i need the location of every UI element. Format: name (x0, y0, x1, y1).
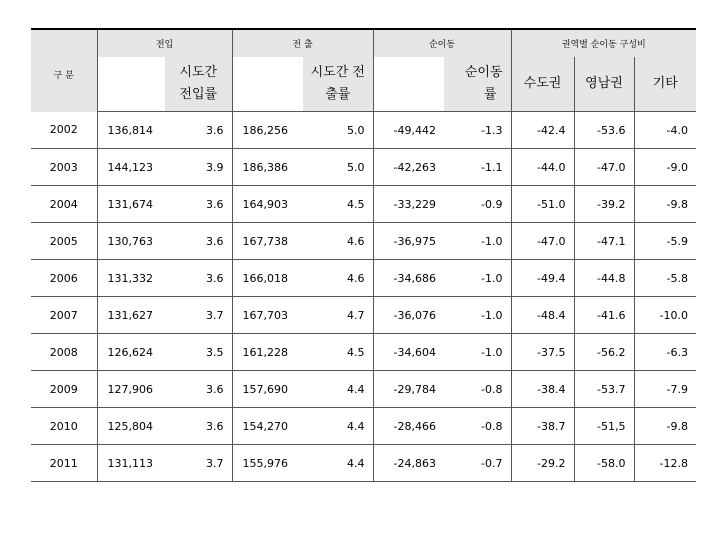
header-out-rate-line1: 시도간 전 (310, 65, 365, 80)
cell-net-rate: -1.3 (444, 112, 511, 149)
cell-other: -6.3 (634, 334, 696, 371)
cell-yeongnam: -58.0 (574, 445, 634, 482)
cell-capital: -38.7 (511, 408, 574, 445)
cell-in-rate: 3.6 (165, 260, 232, 297)
cell-out: 167,738 (232, 223, 303, 260)
cell-net: -29,784 (373, 371, 444, 408)
header-gubun: 구 분 (31, 29, 97, 112)
cell-other: -9.8 (634, 186, 696, 223)
cell-other: -5.9 (634, 223, 696, 260)
header-in-group: 전입 (97, 29, 232, 57)
cell-in-rate: 3.6 (165, 223, 232, 260)
cell-in-rate: 3.5 (165, 334, 232, 371)
cell-in-rate: 3.9 (165, 149, 232, 186)
cell-out-rate: 5.0 (303, 112, 373, 149)
cell-net-rate: -1.1 (444, 149, 511, 186)
table-row (31, 371, 696, 408)
cell-year: 2007 (31, 297, 97, 334)
cell-net: -33,229 (373, 186, 444, 223)
cell-year: 2004 (31, 186, 97, 223)
cell-out-rate: 4.6 (303, 223, 373, 260)
cell-yeongnam: -53.7 (574, 371, 634, 408)
cell-in: 130,763 (97, 223, 165, 260)
cell-net: -34,686 (373, 260, 444, 297)
cell-yeongnam: -56.2 (574, 334, 634, 371)
cell-year: 2010 (31, 408, 97, 445)
table-row (31, 186, 696, 223)
cell-out-rate: 4.7 (303, 297, 373, 334)
cell-out-rate: 5.0 (303, 149, 373, 186)
cell-net-rate: -0.8 (444, 408, 511, 445)
cell-yeongnam: -47.1 (574, 223, 634, 260)
cell-year: 2002 (31, 112, 97, 149)
cell-year: 2005 (31, 223, 97, 260)
header-out-rate (303, 57, 373, 112)
header-net-rate-line2: 률 (483, 87, 497, 102)
cell-year: 2003 (31, 149, 97, 186)
cell-out: 157,690 (232, 371, 303, 408)
cell-out: 166,018 (232, 260, 303, 297)
cell-out: 154,270 (232, 408, 303, 445)
cell-other: -4.0 (634, 112, 696, 149)
header-capital: 수도권 (511, 57, 574, 112)
header-other: 기타 (634, 57, 696, 112)
header-net-count (373, 57, 444, 112)
cell-in-rate: 3.6 (165, 112, 232, 149)
header-out-count (232, 57, 303, 112)
migration-table (31, 28, 696, 482)
cell-net-rate: -0.8 (444, 371, 511, 408)
cell-yeongnam: -39.2 (574, 186, 634, 223)
header-in-count (97, 57, 165, 112)
header-in-rate-line1: 시도간 (179, 65, 218, 80)
cell-capital: -37.5 (511, 334, 574, 371)
cell-out: 167,703 (232, 297, 303, 334)
cell-capital: -29.2 (511, 445, 574, 482)
header-net-rate-line1: 순이동 (464, 65, 503, 80)
header-out-rate-line2: 출률 (325, 87, 351, 102)
cell-year: 2009 (31, 371, 97, 408)
cell-out: 161,228 (232, 334, 303, 371)
cell-out-rate: 4.4 (303, 445, 373, 482)
cell-yeongnam: -53.6 (574, 112, 634, 149)
cell-capital: -48.4 (511, 297, 574, 334)
table-row (31, 445, 696, 482)
cell-net-rate: -0.9 (444, 186, 511, 223)
cell-other: -9.8 (634, 408, 696, 445)
cell-net: -36,975 (373, 223, 444, 260)
cell-other: -5.8 (634, 260, 696, 297)
cell-out-rate: 4.4 (303, 371, 373, 408)
cell-in: 131,332 (97, 260, 165, 297)
table-row (31, 223, 696, 260)
table-row (31, 112, 696, 149)
cell-net: -28,466 (373, 408, 444, 445)
cell-in-rate: 3.7 (165, 297, 232, 334)
cell-net: -49,442 (373, 112, 444, 149)
cell-net: -34,604 (373, 334, 444, 371)
cell-other: -12.8 (634, 445, 696, 482)
cell-in: 125,804 (97, 408, 165, 445)
header-in-rate-line2: 전입률 (179, 87, 218, 102)
cell-capital: -47.0 (511, 223, 574, 260)
cell-net: -36,076 (373, 297, 444, 334)
cell-other: -9.0 (634, 149, 696, 186)
cell-in-rate: 3.6 (165, 371, 232, 408)
header-in-rate (165, 57, 232, 112)
cell-net: -24,863 (373, 445, 444, 482)
cell-out: 155,976 (232, 445, 303, 482)
header-row-bottom (31, 57, 696, 112)
cell-yeongnam: -51,5 (574, 408, 634, 445)
cell-other: -10.0 (634, 297, 696, 334)
cell-net: -42,263 (373, 149, 444, 186)
cell-net-rate: -1.0 (444, 223, 511, 260)
cell-in: 131,627 (97, 297, 165, 334)
header-net-group: 순이동 (373, 29, 511, 57)
header-net-rate (444, 57, 511, 112)
cell-in: 144,123 (97, 149, 165, 186)
cell-capital: -42.4 (511, 112, 574, 149)
cell-net-rate: -1.0 (444, 260, 511, 297)
cell-capital: -44.0 (511, 149, 574, 186)
cell-in: 131,674 (97, 186, 165, 223)
cell-year: 2006 (31, 260, 97, 297)
cell-out-rate: 4.5 (303, 334, 373, 371)
cell-in-rate: 3.7 (165, 445, 232, 482)
table-row (31, 260, 696, 297)
cell-in-rate: 3.6 (165, 408, 232, 445)
cell-net-rate: -0.7 (444, 445, 511, 482)
cell-capital: -38.4 (511, 371, 574, 408)
cell-in-rate: 3.6 (165, 186, 232, 223)
table-row (31, 334, 696, 371)
cell-yeongnam: -44.8 (574, 260, 634, 297)
cell-net-rate: -1.0 (444, 334, 511, 371)
cell-in: 127,906 (97, 371, 165, 408)
header-row-top (31, 29, 696, 57)
cell-out: 186,386 (232, 149, 303, 186)
cell-other: -7.9 (634, 371, 696, 408)
cell-out: 186,256 (232, 112, 303, 149)
cell-net-rate: -1.0 (444, 297, 511, 334)
table-row (31, 408, 696, 445)
cell-year: 2011 (31, 445, 97, 482)
table-row (31, 149, 696, 186)
cell-in: 131,113 (97, 445, 165, 482)
header-out-group: 전 출 (232, 29, 373, 57)
cell-yeongnam: -47.0 (574, 149, 634, 186)
cell-yeongnam: -41.6 (574, 297, 634, 334)
cell-out-rate: 4.4 (303, 408, 373, 445)
header-region-group: 권역별 순이동 구성비 (511, 29, 696, 57)
cell-out-rate: 4.5 (303, 186, 373, 223)
cell-in: 136,814 (97, 112, 165, 149)
table-body (31, 112, 696, 482)
header-yeongnam: 영남권 (574, 57, 634, 112)
table-row (31, 297, 696, 334)
cell-out: 164,903 (232, 186, 303, 223)
cell-capital: -49.4 (511, 260, 574, 297)
cell-out-rate: 4.6 (303, 260, 373, 297)
cell-in: 126,624 (97, 334, 165, 371)
cell-capital: -51.0 (511, 186, 574, 223)
cell-year: 2008 (31, 334, 97, 371)
